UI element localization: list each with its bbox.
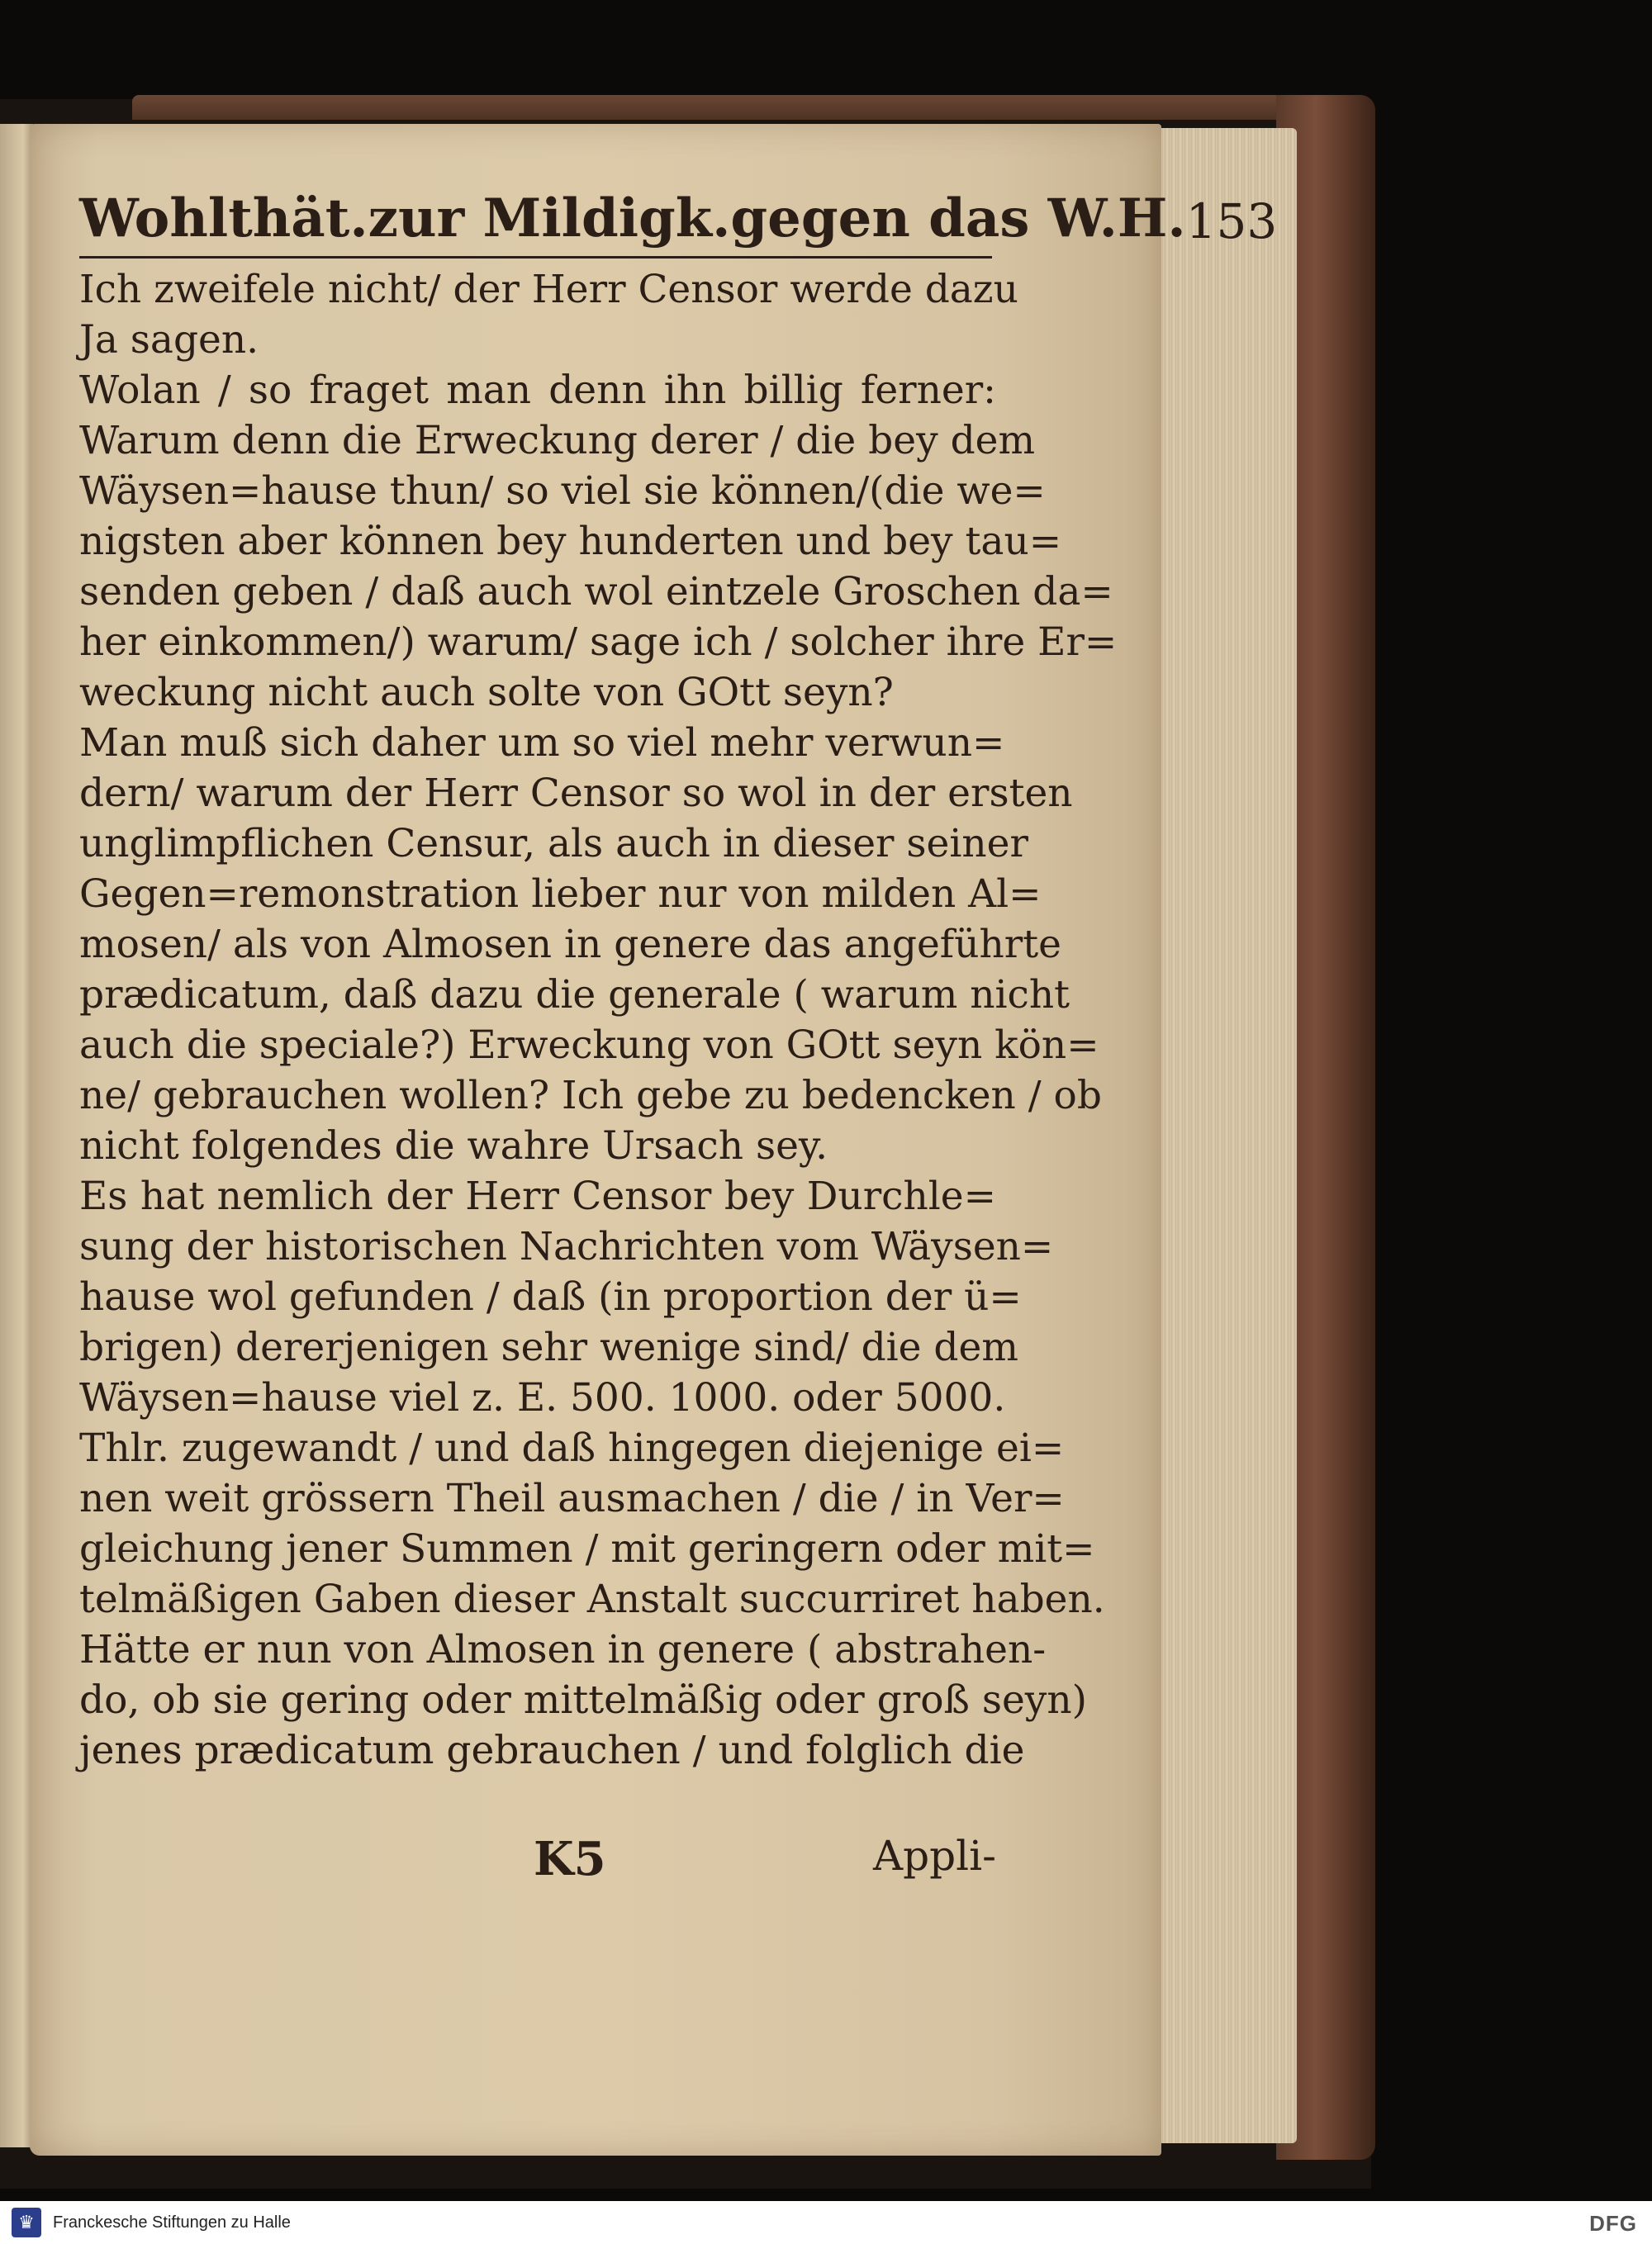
text-line: unglimpflichen Censur, als auch in dieser seiner xyxy=(79,821,1028,866)
viewer-footer-bar xyxy=(0,2201,1652,2244)
facing-page-edge xyxy=(0,124,33,2147)
text-line: senden geben / daß auch wol eintzele Groschen da= xyxy=(79,569,1113,614)
signature-mark: K5 xyxy=(534,1832,606,1886)
text-line: mosen/ als von Almosen in genere das angeführte xyxy=(79,922,1061,967)
book-cover-top xyxy=(132,95,1355,120)
text-line: nigsten aber können bey hunderten und bey tau= xyxy=(79,519,1062,564)
text-line: Wäysen=hause viel z. E. 500. 1000. oder 5000. xyxy=(79,1375,1006,1421)
page-number: 153 xyxy=(1185,193,1278,249)
text-line: Wolan / so fraget man denn ihn billig ferner: xyxy=(79,368,996,413)
text-line: nicht folgendes die wahre Ursach sey. xyxy=(79,1123,828,1169)
text-line: Hätte er nun von Almosen in genere ( abstrahen- xyxy=(79,1627,1047,1672)
text-line: sung der historischen Nachrichten vom Wäysen= xyxy=(79,1224,1054,1269)
text-line: telmäßigen Gaben dieser Anstalt succurriret haben. xyxy=(79,1577,1105,1622)
text-line: do, ob sie gering oder mittelmäßig oder groß seyn) xyxy=(79,1677,1087,1723)
text-line: auch die speciale?) Erweckung von GOtt seyn kön= xyxy=(79,1022,1099,1068)
text-line: weckung nicht auch solte von GOtt seyn? xyxy=(79,670,894,715)
text-line: Es hat nemlich der Herr Censor bey Durchle= xyxy=(79,1174,996,1219)
body-text xyxy=(79,264,1118,1776)
text-line: Warum denn die Erweckung derer / die bey dem xyxy=(79,418,1036,463)
text-line: dern/ warum der Herr Censor so wol in der ersten xyxy=(79,771,1073,816)
text-line: jenes prædicatum gebrauchen / und folglich die xyxy=(79,1728,1025,1773)
text-line: Ja sagen. xyxy=(79,317,259,363)
catchword: Appli- xyxy=(873,1832,996,1880)
text-line: nen weit grössern Theil ausmachen / die / in Ver= xyxy=(79,1476,1065,1521)
text-line: prædicatum, daß dazu die generale ( warum nicht xyxy=(79,972,1070,1018)
dfg-logo[interactable]: DFG xyxy=(1589,2211,1637,2236)
header-rule xyxy=(79,256,992,259)
page-block-edges xyxy=(1156,128,1297,2143)
text-line: gleichung jener Summen / mit geringern oder mit= xyxy=(79,1526,1095,1572)
text-line: Ich zweifele nicht/ der Herr Censor werde dazu xyxy=(79,267,1018,312)
institution-logo-icon[interactable]: ♛ xyxy=(12,2208,41,2237)
running-head xyxy=(79,175,1278,249)
text-line: brigen) dererjenigen sehr wenige sind/ die dem xyxy=(79,1325,1018,1370)
text-line: Thlr. zugewandt / und daß hingegen diejenige ei= xyxy=(79,1426,1065,1471)
institution-name[interactable]: Franckesche Stiftungen zu Halle xyxy=(53,2213,291,2232)
text-line: Wäysen=hause thun/ so viel sie können/(die we= xyxy=(79,468,1046,514)
text-line: ne/ gebrauchen wollen? Ich gebe zu bedencken / ob xyxy=(79,1073,1102,1118)
text-line: hause wol gefunden / daß (in proportion der ü= xyxy=(79,1274,1022,1320)
text-line: her einkommen/) warum/ sage ich / solcher ihre Er= xyxy=(79,619,1118,665)
page-footer xyxy=(79,1832,996,1890)
running-head-title: Wohlthät.zur Mildigk.gegen das W.H. xyxy=(79,187,1186,249)
text-line: Gegen=remonstration lieber nur von milden Al= xyxy=(79,871,1042,917)
text-line: Man muß sich daher um so viel mehr verwun= xyxy=(79,720,1005,766)
